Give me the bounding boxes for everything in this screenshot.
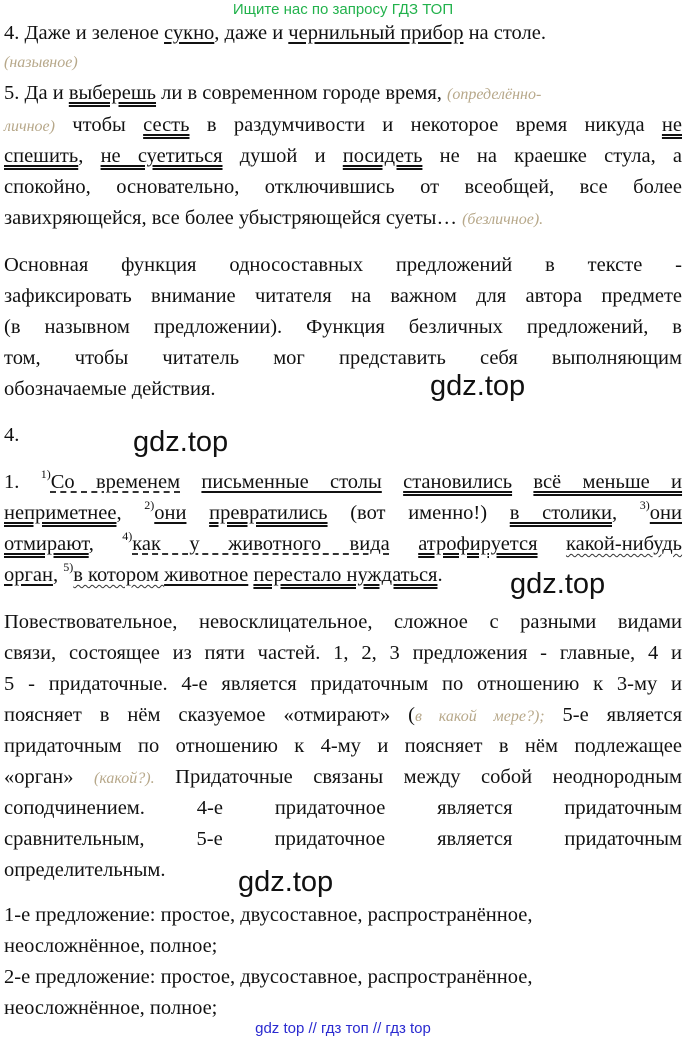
function-paragraph-line: (в назывном предложении). Функция безличных предложений, в xyxy=(4,316,682,338)
predicate-word: всё меньше и xyxy=(533,471,683,493)
sentence-type-note: личное) xyxy=(4,118,55,135)
analysis-line: Повествовательное, невосклицательное, сложное с разными видами xyxy=(4,611,682,633)
watermark: gdz.top xyxy=(510,568,606,600)
analysis-line: сравнительным, 5-е придаточное является придаточным xyxy=(4,828,682,850)
part-index: 4) xyxy=(122,529,133,543)
sentence-4-line xyxy=(4,18,682,48)
part-analysis-line: 2-е предложение: простое, двусоставное, распространённое, xyxy=(4,966,533,988)
part-index: 5) xyxy=(63,560,74,574)
text: 1. xyxy=(4,471,41,493)
footer-links[interactable]: gdz top // гдз топ // гдз top xyxy=(255,1020,431,1037)
text xyxy=(538,533,566,555)
analysis-line: 5 - придаточные. 4-е является придаточным по отношению к 3-му и xyxy=(4,673,682,695)
text: 4. Даже и зеленое xyxy=(4,22,165,44)
attribute-word: в котором xyxy=(73,564,165,586)
predicate-word: превратились xyxy=(209,502,328,524)
parsed-sentence-line-3 xyxy=(4,529,682,559)
function-paragraph-line: обозначаемые действия. xyxy=(4,378,216,400)
sentence-5-line-5 xyxy=(4,203,682,235)
search-header-link[interactable]: Ищите нас по запросу ГДЗ ТОП xyxy=(232,1,454,18)
analysis-line: соподчинением. 4-е придаточное является придаточным xyxy=(4,797,682,819)
adverbial-word: Со временем xyxy=(50,471,181,493)
parsed-sentence-line-1 xyxy=(4,467,682,497)
text: , xyxy=(612,502,640,524)
adverbial-word: как у животного вида xyxy=(132,533,390,555)
text: , xyxy=(116,502,145,524)
subject-word: чернильный прибор xyxy=(288,22,464,44)
part-analysis-line: неосложнённое, полное; xyxy=(4,935,218,957)
predicate-word: посидеть xyxy=(342,145,423,167)
text: чтобы xyxy=(54,114,144,136)
watermark: gdz.top xyxy=(133,426,229,458)
predicate-word: не xyxy=(661,114,682,136)
predicate-word: спешить xyxy=(4,145,79,167)
subject-word: животное xyxy=(164,564,249,586)
part-index: 1) xyxy=(40,467,51,481)
sentence-type-note: (назывное) xyxy=(4,54,78,71)
subject-word: они xyxy=(649,502,682,524)
analysis-line: связи, состоящее из пяти частей. 1, 2, 3 предложения - главные, 4 и xyxy=(4,642,682,664)
text: завихряющейся, все более убыстряющейся суеты… xyxy=(4,207,463,229)
sentence-5-line-1 xyxy=(4,78,682,110)
predicate-word: неприметнее xyxy=(4,502,117,524)
part-index: 2) xyxy=(144,498,155,512)
watermark: gdz.top xyxy=(430,370,526,402)
part-index: 3) xyxy=(639,498,650,512)
text: «орган» xyxy=(4,766,94,788)
text: , xyxy=(52,564,64,586)
predicate-word: сесть xyxy=(143,114,190,136)
analysis-line xyxy=(4,700,682,732)
text: 5. Да и xyxy=(4,82,69,104)
analysis-line xyxy=(4,762,682,794)
sentence-type-note: (безличное). xyxy=(462,211,544,228)
function-paragraph-line: Основная функция односоставных предложений в тексте - xyxy=(4,254,682,276)
sentence-4-note-line xyxy=(4,48,682,76)
analysis-line: определительным. xyxy=(4,859,166,881)
text: . xyxy=(437,564,443,586)
predicate-word: в столики xyxy=(509,502,612,524)
text: (вот именно!) xyxy=(327,502,510,524)
function-paragraph-line: том, чтобы читатель мог представить себя выполняющим xyxy=(4,347,682,369)
sentence-5-line-4: спокойно, основательно, отключившись от всеобщей, все более xyxy=(4,176,682,198)
sentence-5-line-3 xyxy=(4,141,682,171)
predicate-word: не суетиться xyxy=(100,145,223,167)
subject-word: орган xyxy=(4,564,53,586)
analysis-line: придаточным по отношению к 4-му и поясняет в нём подлежащее xyxy=(4,735,682,757)
text: не на краешке стула, а xyxy=(422,145,682,167)
text: , xyxy=(88,533,123,555)
predicate-word: выберешь xyxy=(68,82,157,104)
text: , xyxy=(78,145,101,167)
predicate-word: отмирают xyxy=(4,533,89,555)
text xyxy=(382,471,403,493)
text xyxy=(180,471,201,493)
function-paragraph-line: зафиксировать внимание читателя на важном для автора предмете xyxy=(4,285,682,307)
task-number: 4. xyxy=(4,424,20,446)
text: поясняет в нём сказуемое «отмирают» ( xyxy=(4,704,415,726)
attribute-word: какой-нибудь xyxy=(565,533,683,555)
text: 5-е является xyxy=(544,704,683,726)
predicate-word: перестало нуждаться xyxy=(253,564,438,586)
text xyxy=(186,502,209,524)
part-analysis-line: 1-е предложение: простое, двусоставное, распространённое, xyxy=(4,904,533,926)
text: , даже и xyxy=(214,22,289,44)
text: душой и xyxy=(222,145,343,167)
text: в раздумчивости и некоторое время никуда xyxy=(189,114,662,136)
text xyxy=(512,471,533,493)
sentence-5-line-2 xyxy=(4,110,682,142)
watermark: gdz.top xyxy=(238,866,334,898)
predicate-word: атрофируется xyxy=(418,533,538,555)
subject-word: сукно xyxy=(164,22,215,44)
sentence-type-note: (определённо- xyxy=(447,86,542,103)
text: Придаточные связаны между собой неоднородным xyxy=(154,766,682,788)
question-note: в какой мере?); xyxy=(414,708,545,725)
text: на столе. xyxy=(463,22,546,44)
parsed-sentence-line-2 xyxy=(4,498,682,528)
question-note: (какой?). xyxy=(94,770,155,787)
text: ли в современном городе время, xyxy=(156,82,448,104)
subject-word: они xyxy=(154,502,187,524)
predicate-word: становились xyxy=(403,471,513,493)
part-analysis-line: неосложнённое, полное; xyxy=(4,997,218,1019)
subject-word: письменные столы xyxy=(201,471,382,493)
text xyxy=(390,533,418,555)
